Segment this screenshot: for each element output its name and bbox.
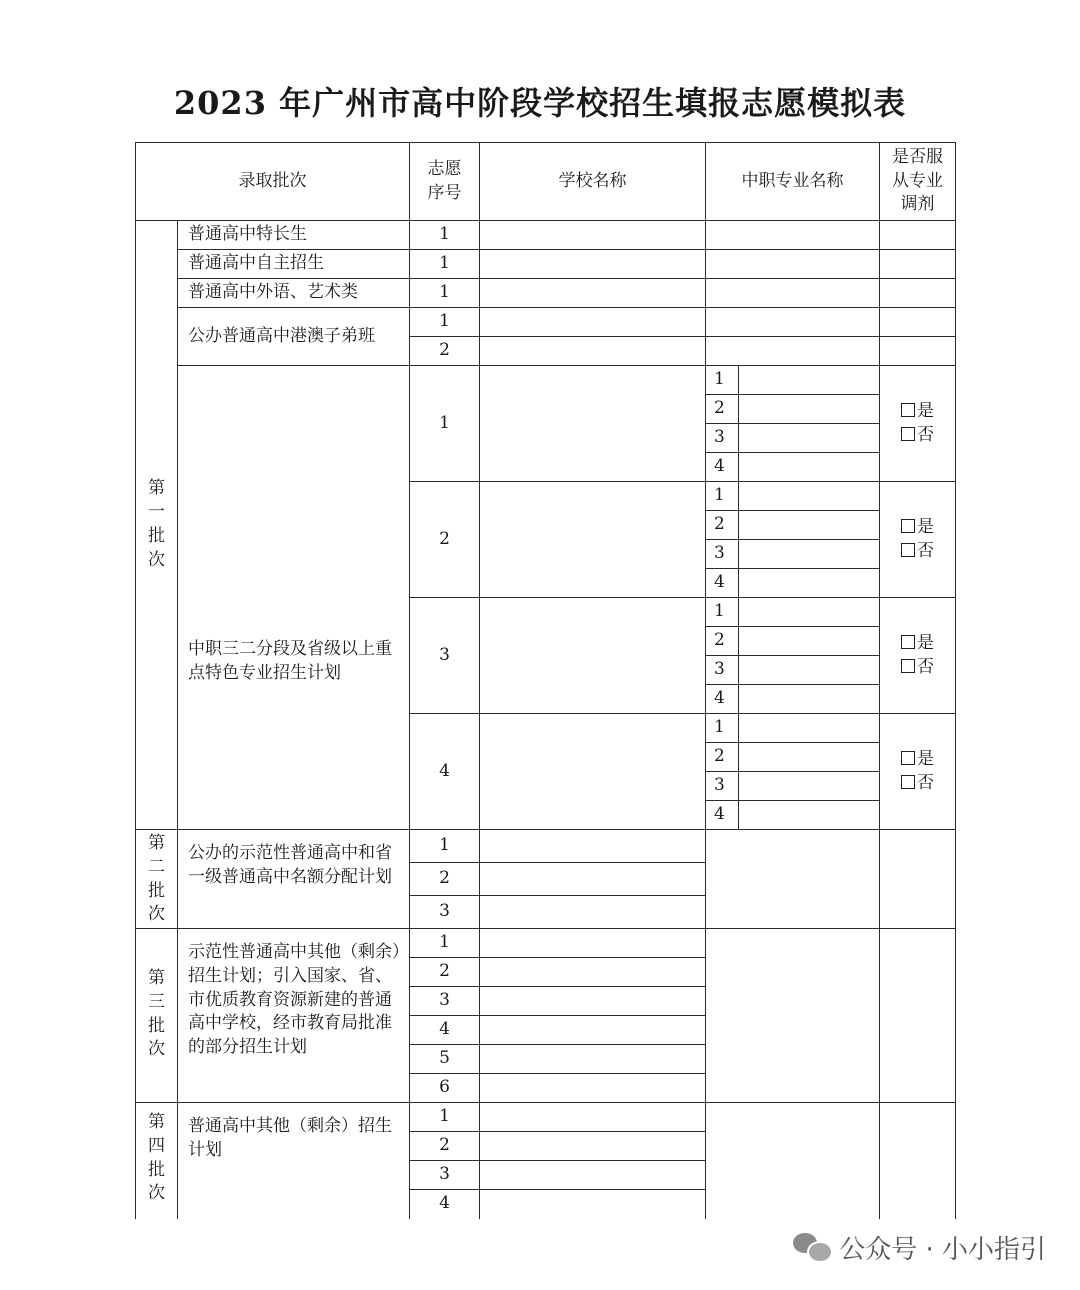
checkbox-icon[interactable] [901,751,915,765]
major-pref-number: 2 [706,743,739,772]
school-name-cell[interactable] [480,987,706,1016]
table-row [136,308,956,337]
major-name-cell[interactable] [739,598,880,627]
school-name-cell[interactable] [480,279,706,308]
adjust-no-option[interactable]: 否 [880,772,955,796]
wechat-icon [793,1233,831,1261]
seq-number: 2 [410,337,480,366]
seq-number: 2 [410,1132,480,1161]
table-row [136,366,956,395]
seq-number: 3 [410,598,480,714]
major-pref-number: 4 [706,453,739,482]
table-row [136,250,956,279]
adjust-no-option[interactable]: 否 [880,656,955,680]
major-name-cell[interactable] [739,540,880,569]
seq-number: 1 [410,929,480,958]
major-name-cell[interactable] [739,395,880,424]
school-name-cell[interactable] [480,896,706,929]
plan-name: 普通高中特长生 [178,221,410,250]
major-name-cell[interactable] [706,279,880,308]
major-pref-number: 1 [706,598,739,627]
table-row [136,830,956,863]
major-pref-number: 4 [706,801,739,830]
table-row [136,221,956,250]
seq-number: 6 [410,1074,480,1103]
major-pref-number: 4 [706,569,739,598]
school-name-cell[interactable] [480,482,706,598]
adjust-no-option[interactable]: 否 [880,540,955,564]
seq-number: 3 [410,987,480,1016]
seq-number: 2 [410,863,480,896]
header-batch: 录取批次 [136,143,410,221]
major-pref-number: 1 [706,714,739,743]
seq-number: 1 [410,830,480,863]
major-name-cell[interactable] [739,482,880,511]
checkbox-icon[interactable] [901,635,915,649]
major-pref-number: 4 [706,685,739,714]
major-name-cell[interactable] [739,511,880,540]
major-name-cell[interactable] [706,221,880,250]
school-name-cell[interactable] [480,1190,706,1219]
major-pref-number: 3 [706,540,739,569]
school-name-cell[interactable] [480,308,706,337]
seq-number: 2 [410,958,480,987]
major-name-cell[interactable] [706,830,880,929]
seq-number: 4 [410,714,480,830]
major-name-cell[interactable] [706,250,880,279]
school-name-cell[interactable] [480,221,706,250]
application-form-table [135,142,956,1219]
header-seq: 志愿序号 [410,143,480,221]
checkbox-icon[interactable] [901,403,915,417]
seq-number: 1 [410,1103,480,1132]
header-school: 学校名称 [480,143,706,221]
adjust-cell[interactable] [880,308,956,337]
adjust-cell[interactable] [880,337,956,366]
seq-number: 1 [410,250,480,279]
plan-name: 普通高中自主招生 [178,250,410,279]
school-name-cell[interactable] [480,1074,706,1103]
school-name-cell[interactable] [480,1132,706,1161]
table-row [136,929,956,958]
table-row [136,279,956,308]
major-name-cell[interactable] [739,627,880,656]
seq-number: 5 [410,1045,480,1074]
school-name-cell[interactable] [480,1016,706,1045]
watermark [793,1230,1046,1264]
major-name-cell[interactable] [739,366,880,395]
adjust-choice-cell [880,366,956,482]
adjust-yes-option[interactable]: 是 [880,748,955,772]
table-row [136,1103,956,1132]
checkbox-icon[interactable] [901,775,915,789]
school-name-cell[interactable] [480,1045,706,1074]
school-name-cell[interactable] [480,250,706,279]
school-name-cell[interactable] [480,714,706,830]
batch4-label: 第 四 批 次 [136,1103,178,1219]
major-name-cell[interactable] [739,743,880,772]
major-name-cell[interactable] [739,656,880,685]
adjust-cell[interactable] [880,830,956,929]
plan-name: 公办普通高中港澳子弟班 [178,308,410,366]
adjust-choice-cell [880,482,956,598]
adjust-cell[interactable] [880,1103,956,1219]
adjust-choice-cell [880,714,956,830]
plan-name: 普通高中外语、艺术类 [178,279,410,308]
checkbox-icon[interactable] [901,519,915,533]
school-name-cell[interactable] [480,598,706,714]
adjust-cell[interactable] [880,250,956,279]
watermark-text: 公众号 · 小小指引 [839,1234,1046,1265]
major-name-cell[interactable] [739,685,880,714]
major-pref-number: 1 [706,366,739,395]
school-name-cell[interactable] [480,929,706,958]
major-pref-number: 2 [706,627,739,656]
form-body [136,143,956,1219]
adjust-yes-option[interactable]: 是 [880,632,955,656]
school-name-cell[interactable] [480,366,706,482]
major-name-cell[interactable] [706,308,880,337]
batch2-label: 第 二 批 次 [136,830,178,929]
major-name-cell[interactable] [706,1103,880,1219]
major-name-cell[interactable] [739,801,880,830]
batch4-plan-name: 普通高中其他（剩余）招生计划 [178,1103,410,1219]
school-name-cell[interactable] [480,337,706,366]
major-pref-number: 3 [706,772,739,801]
major-pref-number: 2 [706,395,739,424]
school-name-cell[interactable] [480,1103,706,1132]
major-pref-number: 3 [706,656,739,685]
batch3-plan-name: 示范性普通高中其他（剩余）招生计划；引入国家、省、市优质教育资源新建的普通高中学校，经市教育局批准的部分招生计划 [178,929,410,1103]
checkbox-icon[interactable] [901,543,915,557]
seq-number: 4 [410,1190,480,1219]
adjust-choice-cell [880,598,956,714]
adjust-yes-option[interactable]: 是 [880,516,955,540]
major-name-cell[interactable] [706,929,880,1103]
major-pref-number: 1 [706,482,739,511]
adjust-cell[interactable] [880,929,956,1103]
major-name-cell[interactable] [739,453,880,482]
seq-number: 1 [410,366,480,482]
checkbox-icon[interactable] [901,427,915,441]
seq-number: 3 [410,896,480,929]
checkbox-icon[interactable] [901,659,915,673]
major-pref-number: 3 [706,424,739,453]
seq-number: 1 [410,221,480,250]
vocational-plan-name: 中职三二分段及省级以上重点特色专业招生计划 [178,366,410,830]
school-name-cell[interactable] [480,958,706,987]
major-pref-number: 2 [706,511,739,540]
major-name-cell[interactable] [739,569,880,598]
seq-number: 3 [410,1161,480,1190]
page-title: 2023 年广州市高中阶段学校招生填报志愿模拟表 [173,84,907,122]
adjust-yes-option[interactable]: 是 [880,400,955,424]
adjust-no-option[interactable]: 否 [880,424,955,448]
school-name-cell[interactable] [480,830,706,863]
seq-number: 2 [410,482,480,598]
school-name-cell[interactable] [480,863,706,896]
batch2-plan-name: 公办的示范性普通高中和省一级普通高中名额分配计划 [178,830,410,929]
major-name-cell[interactable] [739,424,880,453]
school-name-cell[interactable] [480,1161,706,1190]
adjust-cell[interactable] [880,221,956,250]
header-major: 中职专业名称 [706,143,880,221]
seq-number: 1 [410,279,480,308]
header-adjust: 是否服从专业调剂 [880,143,956,221]
seq-number: 1 [410,308,480,337]
seq-number: 4 [410,1016,480,1045]
table-row [136,143,956,221]
batch3-label: 第 三 批 次 [136,929,178,1103]
major-name-cell[interactable] [739,772,880,801]
major-name-cell[interactable] [706,337,880,366]
batch-1-label: 第 一 批 次 [136,221,178,830]
adjust-cell[interactable] [880,279,956,308]
major-name-cell[interactable] [739,714,880,743]
